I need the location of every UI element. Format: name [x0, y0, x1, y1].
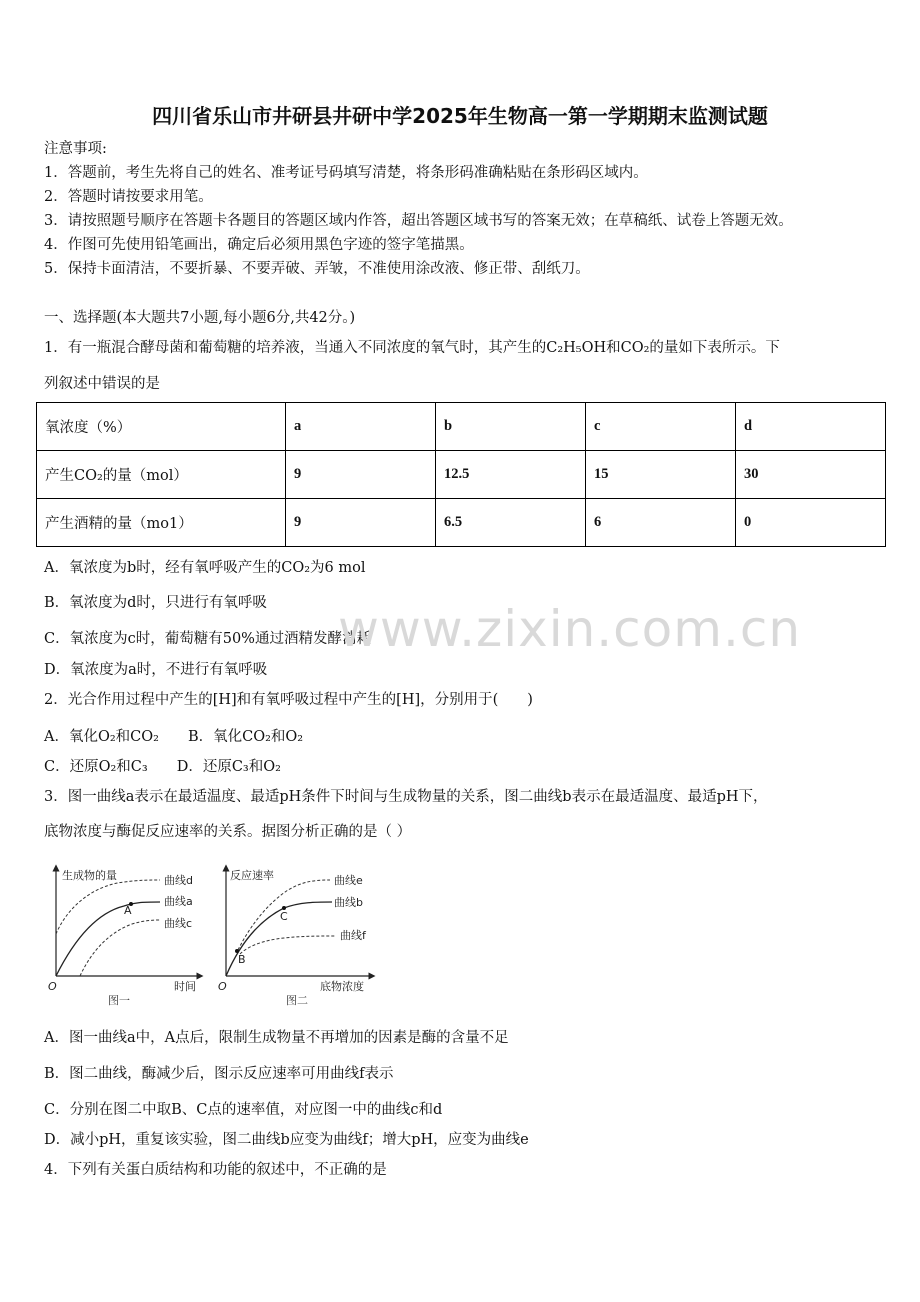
page-title: 四川省乐山市井研县井研中学2025年生物高一第一学期期末监测试题: [152, 104, 768, 128]
q4-stem: 4．下列有关蛋白质结构和功能的叙述中，不正确的是: [44, 1162, 387, 1178]
fig2-point-b: B: [238, 953, 246, 966]
fig1-point-a: A: [124, 904, 132, 917]
fig2-curve-e-label: 曲线e: [334, 874, 363, 887]
table-cell: 6: [586, 499, 736, 547]
table-cell: 产生CO₂的量（mol）: [37, 451, 286, 499]
fig1-xlabel: 时间: [174, 980, 196, 993]
q3-option-b: B．图二曲线，酶减少后，图示反应速率可用曲线f表示: [44, 1066, 394, 1082]
curve-c: [80, 920, 160, 976]
notice-item-1: 1．答题前，考生先将自己的姓名、准考证号码填写清楚，将条形码准确粘贴在条形码区域内。: [44, 165, 648, 181]
q1-option-a: A．氧浓度为b时，经有氧呼吸产生的CO₂为6 mol: [44, 560, 366, 576]
figure-1: [40, 862, 210, 1010]
q3-option-a: A．图一曲线a中，A点后，限制生成物量不再增加的因素是酶的含量不足: [44, 1030, 509, 1046]
q2-options-row2: C．还原O₂和C₃ D．还原C₃和O₂: [44, 759, 281, 775]
table-cell: a: [286, 403, 436, 451]
fig2-ylabel: 反应速率: [230, 869, 274, 882]
table-cell: b: [436, 403, 586, 451]
table-cell: 15: [586, 451, 736, 499]
fig2-curve-b-label: 曲线b: [334, 896, 363, 909]
fig2-origin: O: [218, 980, 227, 993]
notice-item-3: 3．请按照题号顺序在答题卡各题目的答题区域内作答，超出答题区域书写的答案无效；在草稿纸、试卷上答题无效。: [44, 213, 793, 229]
q1-option-c: C．氧浓度为c时，葡萄糖有50%通过酒精发酵消耗: [44, 631, 371, 647]
curve-d: [56, 880, 160, 934]
table-cell: 30: [736, 451, 886, 499]
table-row: [37, 451, 886, 499]
q2-options-row1: A．氧化O₂和CO₂ B．氧化CO₂和O₂: [44, 729, 304, 745]
table-cell: 6.5: [436, 499, 586, 547]
watermark: www.zixin.com.cn: [338, 600, 802, 658]
q1-option-d: D．氧浓度为a时，不进行有氧呼吸: [44, 662, 268, 678]
q3-stem-line1: 3．图一曲线a表示在最适温度、最适pH条件下时间与生成物量的关系，图二曲线b表示在最适温度、最适pH下，: [44, 789, 768, 805]
q3-option-c: C．分别在图二中取B、C点的速率值，对应图一中的曲线c和d: [44, 1102, 443, 1118]
fig1-ylabel: 生成物的量: [62, 869, 117, 882]
fig2-xlabel: 底物浓度: [320, 980, 364, 993]
fig1-curve-c-label: 曲线c: [164, 917, 193, 930]
notice-heading: 注意事项:: [44, 141, 107, 157]
notice-item-2: 2．答题时请按要求用笔。: [44, 189, 213, 205]
table-row: [37, 499, 886, 547]
table-cell: c: [586, 403, 736, 451]
fig1-caption: 图一: [108, 994, 130, 1007]
fig1-curve-a-label: 曲线a: [164, 895, 193, 908]
table-cell: 9: [286, 499, 436, 547]
q1-table: [36, 402, 886, 547]
table-cell: 0: [736, 499, 886, 547]
table-cell: d: [736, 403, 886, 451]
fig2-point-c: C: [280, 910, 288, 923]
fig2-curve-f-label: 曲线f: [340, 929, 366, 942]
q1-option-b: B．氧浓度为d时，只进行有氧呼吸: [44, 595, 267, 611]
fig2-caption: 图二: [286, 994, 308, 1007]
table-cell: 产生酒精的量（mo1）: [37, 499, 286, 547]
section-header: 一、选择题(本大题共7小题,每小题6分,共42分。): [44, 310, 356, 326]
table-cell: 氧浓度（%）: [37, 403, 286, 451]
q3-option-d: D．减小pH，重复该实验，图二曲线b应变为曲线f；增大pH，应变为曲线e: [44, 1132, 529, 1148]
table-cell: 9: [286, 451, 436, 499]
fig1-curve-d-label: 曲线d: [164, 874, 193, 887]
q1-stem-line1: 1．有一瓶混合酵母菌和葡萄糖的培养液，当通入不同浓度的氧气时，其产生的C₂H₅OH和CO₂的量如下表所示。下: [44, 340, 780, 356]
notice-item-5: 5．保持卡面清洁，不要折暴、不要弄破、弄皱，不准使用涂改液、修正带、刮纸刀。: [44, 261, 590, 277]
curve-a: [56, 902, 160, 976]
q1-stem-line2: 列叙述中错误的是: [44, 376, 160, 392]
curve-f: [240, 936, 336, 954]
q2-stem: 2．光合作用过程中产生的[H]和有氧呼吸过程中产生的[H]，分别用于( ): [44, 692, 533, 708]
fig1-origin: O: [48, 980, 57, 993]
table-cell: 12.5: [436, 451, 586, 499]
figure-2: [212, 862, 382, 1010]
table-header-row: [37, 403, 886, 451]
notice-item-4: 4．作图可先使用铅笔画出，确定后必须用黑色字迹的签字笔描黑。: [44, 237, 474, 253]
q3-stem-line2: 底物浓度与酶促反应速率的关系。据图分析正确的是（ ）: [44, 824, 412, 840]
